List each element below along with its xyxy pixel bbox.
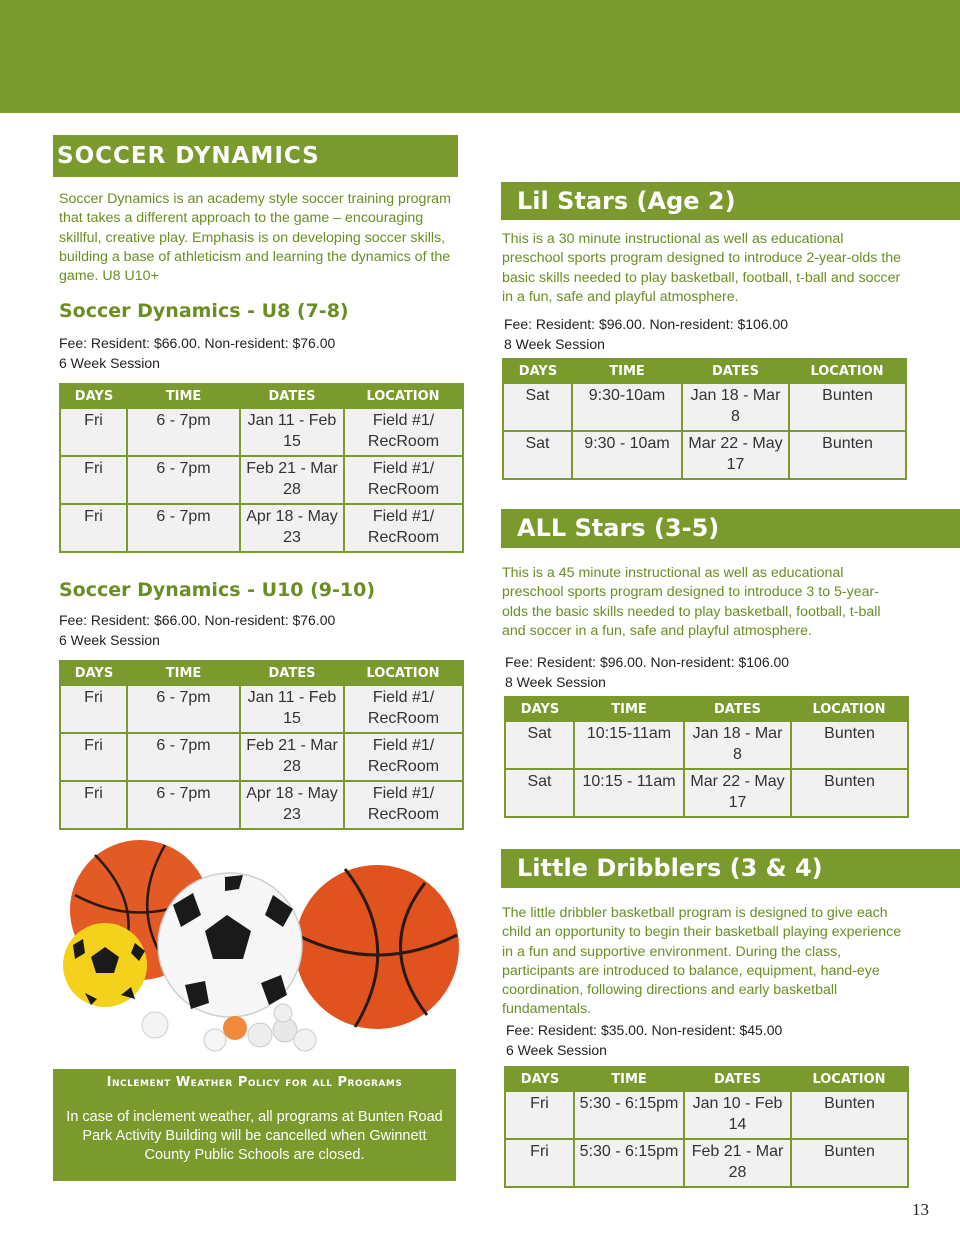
col-header-dates: DATES <box>682 359 789 383</box>
soccer-u10-fee: Fee: Resident: $66.00. Non-resident: $76.00 <box>59 612 336 628</box>
all-stars-session: 8 Week Session <box>505 673 606 690</box>
cell-day: Sat <box>503 383 572 431</box>
basketball-right-icon <box>295 865 459 1029</box>
cell-dates: Jan 18 - Mar 8 <box>684 721 791 769</box>
cell-day: Fri <box>60 781 127 829</box>
cell-location: Field #1/ RecRoom <box>344 781 463 829</box>
cell-dates: Feb 21 - Mar 28 <box>240 456 344 504</box>
cell-time: 10:15 - 11am <box>574 769 684 817</box>
weather-policy-body: In case of inclement weather, all programs at Bunten Road Park Activity Building will be cancelled when Gwinnett County Public Schools are closed. <box>66 1109 443 1163</box>
little-dribblers-fee: Fee: Resident: $35.00. Non-resident: $45.00 <box>506 1022 783 1038</box>
col-header-time: TIME <box>127 384 240 408</box>
cell-dates: Feb 21 - Mar 28 <box>684 1139 791 1187</box>
all-stars-fee: Fee: Resident: $96.00. Non-resident: $106.00 <box>505 654 790 670</box>
table-row <box>505 721 908 769</box>
cell-time: 10:15-11am <box>574 721 684 769</box>
weather-policy-title: Inclement Weather Policy for all Programs <box>106 1075 403 1090</box>
cell-location: Field #1/ RecRoom <box>344 504 463 552</box>
little-dribblers-schedule-table <box>504 1066 909 1188</box>
soccer-u8-fee: Fee: Resident: $66.00. Non-resident: $76.00 <box>59 335 336 351</box>
cell-location: Field #1/ RecRoom <box>344 408 463 456</box>
cell-time: 6 - 7pm <box>127 504 240 552</box>
cell-time: 9:30-10am <box>572 383 682 431</box>
weather-policy-box <box>53 1069 456 1181</box>
table-row <box>60 456 463 504</box>
table-header-row <box>60 384 463 408</box>
table-row <box>60 408 463 456</box>
cell-day: Fri <box>505 1091 574 1139</box>
lil-stars-fee: Fee: Resident: $96.00. Non-resident: $106.00 <box>504 316 789 332</box>
soccer-u10-schedule-table <box>59 660 464 830</box>
lil-stars-schedule-table <box>502 358 907 480</box>
col-header-dates: DATES <box>240 661 344 685</box>
col-header-time: TIME <box>572 359 682 383</box>
table-row <box>60 733 463 781</box>
little-dribblers-description: The little dribbler basketball program is designed to give each child an opportunity to begin their basketball playing experience in a fun and supportive environment. During the class, participants are introduced to balance, equipment, hand-eye coordination, following directions and early basketball fundamentals. <box>502 905 902 1018</box>
all-stars-schedule-table <box>504 696 909 818</box>
cell-time: 6 - 7pm <box>127 781 240 829</box>
table-row <box>505 1091 908 1139</box>
little-dribblers-title: Little Dribblers (3 & 4) <box>517 854 823 882</box>
cell-day: Fri <box>60 504 127 552</box>
lil-stars-description: This is a 30 minute instructional as well as educational preschool sports program designed to introduce 2-year-olds the basic skills needed to play basketball, football, t-ball and soccer in a fun, safe and playful atmosphere. <box>502 231 902 305</box>
cell-dates: Apr 18 - May 23 <box>240 504 344 552</box>
cell-location: Bunten <box>791 721 908 769</box>
col-header-dates: DATES <box>684 1067 791 1091</box>
table-header-row <box>60 661 463 685</box>
cell-dates: Mar 22 - May 17 <box>684 769 791 817</box>
cell-dates: Jan 11 - Feb 15 <box>240 685 344 733</box>
cell-time: 6 - 7pm <box>127 456 240 504</box>
soccer-dynamics-title: SOCCER DYNAMICS <box>57 143 320 169</box>
cell-dates: Apr 18 - May 23 <box>240 781 344 829</box>
table-row <box>503 431 906 479</box>
cell-time: 5:30 - 6:15pm <box>574 1139 684 1187</box>
cell-day: Fri <box>60 733 127 781</box>
col-header-time: TIME <box>127 661 240 685</box>
col-header-days: DAYS <box>60 661 127 685</box>
cell-location: Bunten <box>791 1139 908 1187</box>
table-row <box>505 1139 908 1187</box>
all-stars-title: ALL Stars (3-5) <box>517 514 720 542</box>
col-header-location: LOCATION <box>789 359 906 383</box>
cell-time: 6 - 7pm <box>127 408 240 456</box>
col-header-dates: DATES <box>684 697 791 721</box>
soccer-u10-title: Soccer Dynamics - U10 (9-10) <box>59 579 376 601</box>
sports-balls-image <box>55 835 465 1060</box>
col-header-time: TIME <box>574 1067 684 1091</box>
soccer-u8-title: Soccer Dynamics - U8 (7-8) <box>59 300 349 322</box>
cell-time: 6 - 7pm <box>127 685 240 733</box>
lil-stars-session: 8 Week Session <box>504 335 605 352</box>
cell-dates: Feb 21 - Mar 28 <box>240 733 344 781</box>
cell-day: Sat <box>505 769 574 817</box>
cell-day: Sat <box>505 721 574 769</box>
lil-stars-title: Lil Stars (Age 2) <box>517 187 736 215</box>
cell-day: Fri <box>60 408 127 456</box>
cell-location: Bunten <box>791 1091 908 1139</box>
table-row <box>503 383 906 431</box>
col-header-days: DAYS <box>505 697 574 721</box>
cell-location: Bunten <box>789 431 906 479</box>
cell-location: Field #1/ RecRoom <box>344 733 463 781</box>
cell-day: Fri <box>505 1139 574 1187</box>
table-row <box>60 504 463 552</box>
yellow-soccer-ball-icon <box>63 923 147 1007</box>
header-band <box>0 0 960 113</box>
cell-location: Field #1/ RecRoom <box>344 456 463 504</box>
soccer-ball-icon <box>158 873 302 1017</box>
page-number: 13 <box>912 1200 929 1219</box>
little-dribblers-session: 6 Week Session <box>506 1041 607 1058</box>
all-stars-description: This is a 45 minute instructional as well as educational preschool sports program designed to introduce 3 to 5-year-olds the basic skills needed to play basketball, football, t-ball and soccer in a fun, safe and playful atmosphere. <box>502 565 881 639</box>
table-header-row <box>505 697 908 721</box>
table-row <box>60 685 463 733</box>
table-row <box>505 769 908 817</box>
cell-time: 9:30 - 10am <box>572 431 682 479</box>
table-header-row <box>503 359 906 383</box>
cell-dates: Mar 22 - May 17 <box>682 431 789 479</box>
cell-location: Bunten <box>789 383 906 431</box>
soccer-u8-session: 6 Week Session <box>59 354 160 371</box>
table-header-row <box>505 1067 908 1091</box>
cell-dates: Jan 18 - Mar 8 <box>682 383 789 431</box>
cell-dates: Jan 11 - Feb 15 <box>240 408 344 456</box>
soccer-u8-schedule-table <box>59 383 464 553</box>
soccer-dynamics-banner <box>53 135 458 177</box>
cell-day: Fri <box>60 456 127 504</box>
cell-day: Sat <box>503 431 572 479</box>
cell-time: 5:30 - 6:15pm <box>574 1091 684 1139</box>
cell-day: Fri <box>60 685 127 733</box>
soccer-u10-session: 6 Week Session <box>59 631 160 648</box>
col-header-time: TIME <box>574 697 684 721</box>
lil-stars-banner <box>501 182 960 220</box>
cell-dates: Jan 10 - Feb 14 <box>684 1091 791 1139</box>
cell-location: Field #1/ RecRoom <box>344 685 463 733</box>
col-header-location: LOCATION <box>791 1067 908 1091</box>
col-header-days: DAYS <box>60 384 127 408</box>
table-row <box>60 781 463 829</box>
col-header-days: DAYS <box>503 359 572 383</box>
col-header-location: LOCATION <box>791 697 908 721</box>
col-header-location: LOCATION <box>344 384 463 408</box>
col-header-location: LOCATION <box>344 661 463 685</box>
col-header-days: DAYS <box>505 1067 574 1091</box>
col-header-dates: DATES <box>240 384 344 408</box>
cell-location: Bunten <box>791 769 908 817</box>
little-dribblers-banner <box>501 849 960 888</box>
all-stars-banner <box>501 509 960 548</box>
soccer-dynamics-description: Soccer Dynamics is an academy style soccer training program that takes a different approach to the game – encouraging skillful, creative play. Emphasis is on developing soccer skills, building a base of athleticism and learning the dynamics of the game. U8 U10+ <box>59 191 451 285</box>
cell-time: 6 - 7pm <box>127 733 240 781</box>
